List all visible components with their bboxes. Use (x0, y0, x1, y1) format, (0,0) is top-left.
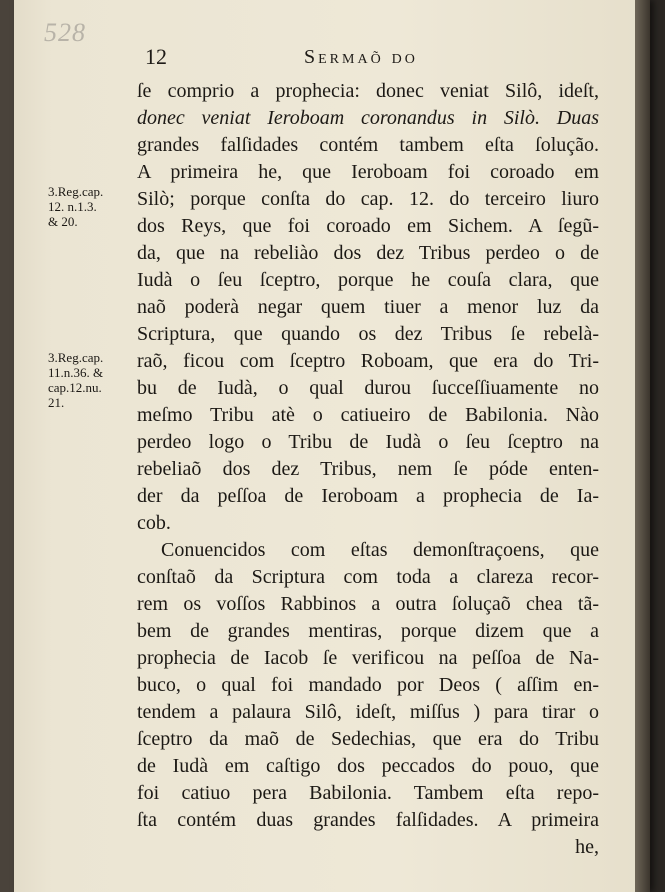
text-line: bu de Iudà, o qual durou ſucceſſiuamente no (137, 377, 599, 399)
text-line: raõ, ficou com ſceptro Roboam, que era do Tri- (137, 350, 599, 372)
text-line: grandes falſidades contém tambem eſta ſolução. (137, 134, 599, 156)
manuscript-number: 528 (44, 18, 86, 47)
marginal-note-line: & 20. (48, 214, 78, 229)
marginal-note-line: 3.Reg.cap. (48, 350, 104, 365)
marginal-note-line: 12. n.1.3. (48, 199, 97, 214)
sermon-text (137, 78, 599, 861)
text-line: conſtaõ da Scriptura com toda a clareza recor- (137, 566, 599, 588)
text-line: da, que na rebeliào dos dez Tribus perdeo o de (137, 242, 599, 264)
text-line: donec veniat Ieroboam coronandus in Silò. Duas (137, 107, 599, 129)
text-line: bem de grandes mentiras, porque dizem que a (137, 620, 599, 642)
marginal-note-line: 11.n.36. & (48, 365, 104, 380)
text-line: de Iudà em caſtigo dos peccados do pouo, que (137, 755, 599, 777)
text-line: A primeira he, que Ieroboam foi coroado em (137, 161, 599, 183)
page-number: 12 (145, 44, 167, 69)
text-line: ſe comprio a prophecia: donec veniat Silô, ideſt, (137, 80, 599, 102)
text-line: Iudà o ſeu ſceptro, porque he couſa clara, que (137, 269, 599, 291)
text-line: cob. (137, 512, 171, 534)
text-line: der da peſſoa de Ieroboam a prophecia de Ia- (137, 485, 599, 507)
text-line: rem os voſſos Rabbinos a outra ſoluçaõ chea tã- (137, 593, 599, 615)
marginal-note-1 (48, 184, 103, 229)
marginal-note-line: 21. (48, 395, 65, 410)
text-line: he, (575, 836, 599, 858)
text-line: Silò; porque conſta do cap. 12. do terceiro liuro (137, 188, 599, 210)
text-line: rebeliaõ dos dez Tribus, nem ſe póde enten- (137, 458, 599, 480)
text-line: prophecia de Iacob ſe verificou na peſſoa de Na- (137, 647, 599, 669)
marginal-note-2 (48, 350, 103, 410)
text-line: perdeo logo o Tribu de Iudà o ſeu ſceptro na (137, 431, 599, 453)
text-line: tendem a palaura Silô, ideſt, miſſus ) para tirar o (137, 701, 599, 723)
text-line: ſta contém duas grandes falſidades. A primeira (137, 809, 599, 831)
text-line: naõ poderà negar quem tiuer a menor luz da (137, 296, 599, 318)
book-spine-edge (0, 0, 14, 892)
text-line: Scriptura, que quando os dez Tribus ſe rebelà- (137, 323, 599, 345)
text-line: meſmo Tribu atè o catiueiro de Babilonia. Nào (137, 404, 599, 426)
marginal-note-line: cap.12.nu. (48, 380, 102, 395)
text-line: buco, o qual foi mandado por Deos ( aſſim en- (137, 674, 599, 696)
text-line: dos Reys, que foi coroado em Sichem. A ſegũ- (137, 215, 599, 237)
text-line: foi catiuo pera Babilonia. Tambem eſta repo- (137, 782, 599, 804)
page-gutter (635, 0, 650, 892)
marginal-note-line: 3.Reg.cap. (48, 184, 104, 199)
text-line: Conuencidos com eſtas demonſtraçoens, que (161, 539, 599, 561)
text-line: ſceptro da maõ de Sedechias, que era do Tribu (137, 728, 599, 750)
running-title: Sermaõ do (304, 46, 418, 68)
